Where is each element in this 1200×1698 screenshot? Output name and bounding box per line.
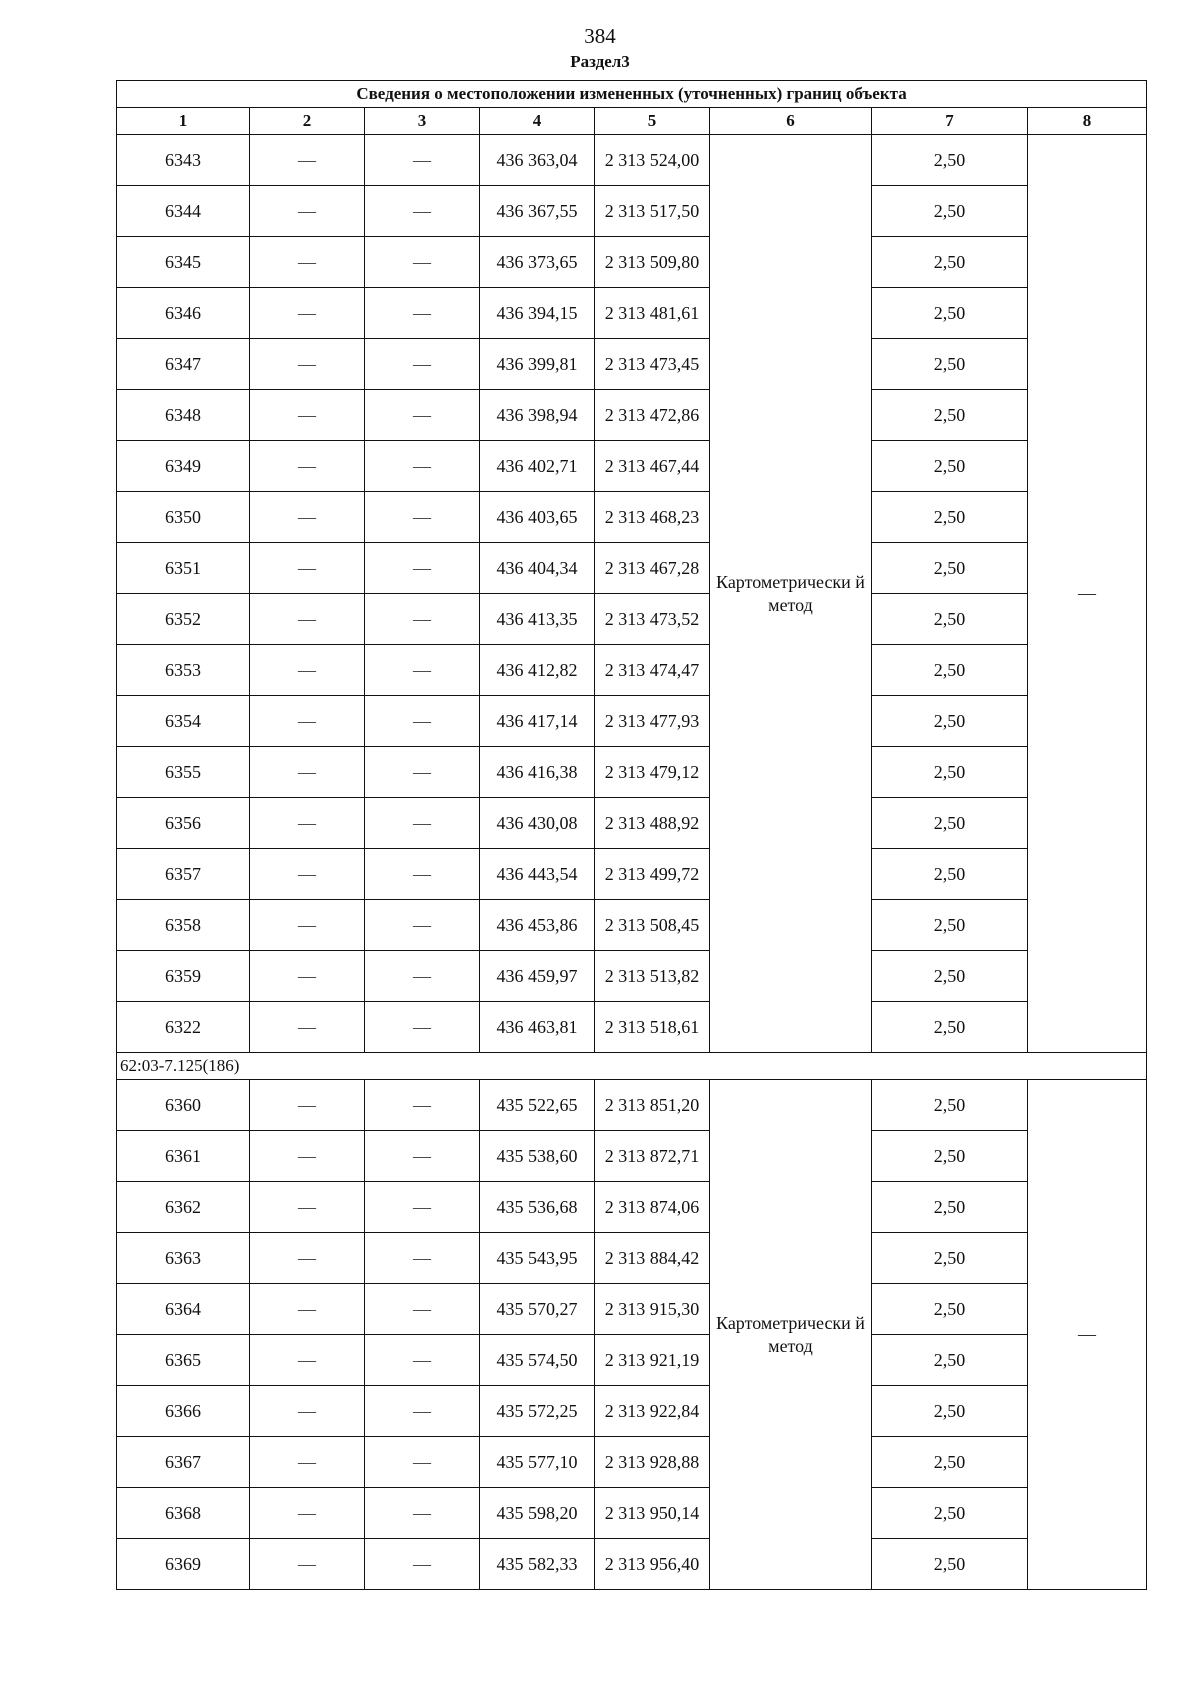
dash-cell: —: [365, 645, 480, 696]
y-coordinate-cell: 2 313 509,80: [595, 237, 710, 288]
dash-cell: —: [365, 1131, 480, 1182]
accuracy-cell: 2,50: [872, 1233, 1028, 1284]
point-number-cell: 6362: [117, 1182, 250, 1233]
dash-cell: —: [365, 1002, 480, 1053]
dash-cell: —: [365, 594, 480, 645]
dash-cell: —: [250, 696, 365, 747]
group-header-row: [117, 1053, 1147, 1080]
table-row: [117, 1437, 1147, 1488]
point-number-cell: 6357: [117, 849, 250, 900]
table-row: [117, 1233, 1147, 1284]
y-coordinate-cell: 2 313 473,45: [595, 339, 710, 390]
table-row: [117, 798, 1147, 849]
accuracy-cell: 2,50: [872, 1437, 1028, 1488]
table-row: [117, 1488, 1147, 1539]
accuracy-cell: 2,50: [872, 135, 1028, 186]
accuracy-cell: 2,50: [872, 594, 1028, 645]
accuracy-cell: 2,50: [872, 1488, 1028, 1539]
dash-cell: —: [250, 1488, 365, 1539]
x-coordinate-cell: 436 402,71: [480, 441, 595, 492]
x-coordinate-cell: 435 522,65: [480, 1080, 595, 1131]
table-row: [117, 1131, 1147, 1182]
accuracy-cell: 2,50: [872, 186, 1028, 237]
point-number-cell: 6353: [117, 645, 250, 696]
x-coordinate-cell: 436 413,35: [480, 594, 595, 645]
y-coordinate-cell: 2 313 956,40: [595, 1539, 710, 1590]
point-number-cell: 6344: [117, 186, 250, 237]
table-row: [117, 186, 1147, 237]
x-coordinate-cell: 436 373,65: [480, 237, 595, 288]
x-coordinate-cell: 436 453,86: [480, 900, 595, 951]
dash-cell: —: [365, 1437, 480, 1488]
y-coordinate-cell: 2 313 518,61: [595, 1002, 710, 1053]
table-row: [117, 1080, 1147, 1131]
point-number-cell: 6366: [117, 1386, 250, 1437]
y-coordinate-cell: 2 313 513,82: [595, 951, 710, 1002]
table-row: [117, 135, 1147, 186]
point-number-cell: 6354: [117, 696, 250, 747]
table-row: [117, 849, 1147, 900]
dash-cell: —: [365, 543, 480, 594]
point-number-cell: 6359: [117, 951, 250, 1002]
y-coordinate-cell: 2 313 517,50: [595, 186, 710, 237]
table-row: [117, 441, 1147, 492]
dash-cell: —: [250, 849, 365, 900]
y-coordinate-cell: 2 313 950,14: [595, 1488, 710, 1539]
table-row: [117, 1539, 1147, 1590]
dash-cell: —: [365, 1539, 480, 1590]
dash-cell: —: [365, 492, 480, 543]
y-coordinate-cell: 2 313 468,23: [595, 492, 710, 543]
dash-cell: —: [365, 849, 480, 900]
x-coordinate-cell: 436 416,38: [480, 747, 595, 798]
x-coordinate-cell: 435 598,20: [480, 1488, 595, 1539]
x-coordinate-cell: 435 536,68: [480, 1182, 595, 1233]
dash-cell: —: [365, 696, 480, 747]
x-coordinate-cell: 436 363,04: [480, 135, 595, 186]
point-number-cell: 6352: [117, 594, 250, 645]
point-number-cell: 6351: [117, 543, 250, 594]
table-row: [117, 951, 1147, 1002]
x-coordinate-cell: 436 417,14: [480, 696, 595, 747]
accuracy-cell: 2,50: [872, 390, 1028, 441]
method-cell: Картометрически й метод: [710, 135, 872, 1053]
page-number: 384: [584, 24, 616, 48]
column-8-cell: —: [1028, 1080, 1147, 1590]
column-number-row: [117, 108, 1147, 135]
dash-cell: —: [365, 747, 480, 798]
column-number: 5: [595, 108, 710, 135]
y-coordinate-cell: 2 313 922,84: [595, 1386, 710, 1437]
x-coordinate-cell: 435 572,25: [480, 1386, 595, 1437]
x-coordinate-cell: 435 543,95: [480, 1233, 595, 1284]
dash-cell: —: [365, 1080, 480, 1131]
dash-cell: —: [250, 288, 365, 339]
x-coordinate-cell: 436 403,65: [480, 492, 595, 543]
y-coordinate-cell: 2 313 874,06: [595, 1182, 710, 1233]
accuracy-cell: 2,50: [872, 747, 1028, 798]
y-coordinate-cell: 2 313 488,92: [595, 798, 710, 849]
y-coordinate-cell: 2 313 472,86: [595, 390, 710, 441]
accuracy-cell: 2,50: [872, 1002, 1028, 1053]
table-row: [117, 492, 1147, 543]
accuracy-cell: 2,50: [872, 1182, 1028, 1233]
dash-cell: —: [365, 135, 480, 186]
point-number-cell: 6368: [117, 1488, 250, 1539]
point-number-cell: 6356: [117, 798, 250, 849]
point-number-cell: 6345: [117, 237, 250, 288]
point-number-cell: 6363: [117, 1233, 250, 1284]
table-row: [117, 288, 1147, 339]
accuracy-cell: 2,50: [872, 798, 1028, 849]
x-coordinate-cell: 435 538,60: [480, 1131, 595, 1182]
table-row: [117, 237, 1147, 288]
point-number-cell: 6361: [117, 1131, 250, 1182]
x-coordinate-cell: 436 404,34: [480, 543, 595, 594]
dash-cell: —: [250, 900, 365, 951]
dash-cell: —: [365, 900, 480, 951]
dash-cell: —: [250, 1335, 365, 1386]
y-coordinate-cell: 2 313 499,72: [595, 849, 710, 900]
accuracy-cell: 2,50: [872, 339, 1028, 390]
dash-cell: —: [250, 1539, 365, 1590]
dash-cell: —: [365, 1182, 480, 1233]
dash-cell: —: [250, 951, 365, 1002]
dash-cell: —: [250, 1002, 365, 1053]
y-coordinate-cell: 2 313 467,44: [595, 441, 710, 492]
x-coordinate-cell: 436 412,82: [480, 645, 595, 696]
point-number-cell: 6358: [117, 900, 250, 951]
section-title: Раздел3: [570, 52, 630, 71]
table-row: [117, 1182, 1147, 1233]
x-coordinate-cell: 436 367,55: [480, 186, 595, 237]
accuracy-cell: 2,50: [872, 1284, 1028, 1335]
accuracy-cell: 2,50: [872, 849, 1028, 900]
y-coordinate-cell: 2 313 928,88: [595, 1437, 710, 1488]
point-number-cell: 6322: [117, 1002, 250, 1053]
accuracy-cell: 2,50: [872, 441, 1028, 492]
point-number-cell: 6364: [117, 1284, 250, 1335]
column-number: 7: [872, 108, 1028, 135]
column-number: 8: [1028, 108, 1147, 135]
x-coordinate-cell: 436 463,81: [480, 1002, 595, 1053]
dash-cell: —: [365, 1284, 480, 1335]
group-label: 62:03-7.125(186): [117, 1053, 1147, 1080]
point-number-cell: 6346: [117, 288, 250, 339]
y-coordinate-cell: 2 313 477,93: [595, 696, 710, 747]
table-row: [117, 1386, 1147, 1437]
dash-cell: —: [365, 339, 480, 390]
accuracy-cell: 2,50: [872, 543, 1028, 594]
y-coordinate-cell: 2 313 524,00: [595, 135, 710, 186]
accuracy-cell: 2,50: [872, 1131, 1028, 1182]
point-number-cell: 6365: [117, 1335, 250, 1386]
table-caption: Сведения о местоположении измененных (уточненных) границ объекта: [117, 81, 1147, 108]
accuracy-cell: 2,50: [872, 696, 1028, 747]
x-coordinate-cell: 436 430,08: [480, 798, 595, 849]
method-cell: Картометрически й метод: [710, 1080, 872, 1590]
table-row: [117, 390, 1147, 441]
dash-cell: —: [250, 135, 365, 186]
table-row: [117, 543, 1147, 594]
table-row: [117, 339, 1147, 390]
y-coordinate-cell: 2 313 921,19: [595, 1335, 710, 1386]
y-coordinate-cell: 2 313 915,30: [595, 1284, 710, 1335]
dash-cell: —: [250, 1233, 365, 1284]
point-number-cell: 6349: [117, 441, 250, 492]
x-coordinate-cell: 436 459,97: [480, 951, 595, 1002]
column-number: 2: [250, 108, 365, 135]
point-number-cell: 6355: [117, 747, 250, 798]
column-number: 4: [480, 108, 595, 135]
y-coordinate-cell: 2 313 884,42: [595, 1233, 710, 1284]
dash-cell: —: [250, 237, 365, 288]
dash-cell: —: [250, 1437, 365, 1488]
accuracy-cell: 2,50: [872, 951, 1028, 1002]
accuracy-cell: 2,50: [872, 1335, 1028, 1386]
x-coordinate-cell: 435 574,50: [480, 1335, 595, 1386]
dash-cell: —: [250, 1080, 365, 1131]
dash-cell: —: [365, 237, 480, 288]
table-row: [117, 594, 1147, 645]
x-coordinate-cell: 436 443,54: [480, 849, 595, 900]
dash-cell: —: [365, 1386, 480, 1437]
dash-cell: —: [365, 798, 480, 849]
point-number-cell: 6369: [117, 1539, 250, 1590]
dash-cell: —: [250, 747, 365, 798]
column-number: 3: [365, 108, 480, 135]
y-coordinate-cell: 2 313 479,12: [595, 747, 710, 798]
y-coordinate-cell: 2 313 872,71: [595, 1131, 710, 1182]
dash-cell: —: [365, 1488, 480, 1539]
dash-cell: —: [250, 1284, 365, 1335]
point-number-cell: 6343: [117, 135, 250, 186]
column-number: 1: [117, 108, 250, 135]
dash-cell: —: [250, 1386, 365, 1437]
coordinates-table: [116, 80, 1147, 1590]
y-coordinate-cell: 2 313 481,61: [595, 288, 710, 339]
dash-cell: —: [365, 186, 480, 237]
accuracy-cell: 2,50: [872, 1080, 1028, 1131]
accuracy-cell: 2,50: [872, 288, 1028, 339]
table-row: [117, 696, 1147, 747]
dash-cell: —: [365, 1335, 480, 1386]
x-coordinate-cell: 436 394,15: [480, 288, 595, 339]
table-row: [117, 1335, 1147, 1386]
y-coordinate-cell: 2 313 473,52: [595, 594, 710, 645]
dash-cell: —: [365, 1233, 480, 1284]
table-body: [117, 135, 1147, 1590]
dash-cell: —: [365, 390, 480, 441]
y-coordinate-cell: 2 313 508,45: [595, 900, 710, 951]
dash-cell: —: [250, 390, 365, 441]
dash-cell: —: [365, 951, 480, 1002]
x-coordinate-cell: 436 399,81: [480, 339, 595, 390]
x-coordinate-cell: 435 570,27: [480, 1284, 595, 1335]
dash-cell: —: [250, 543, 365, 594]
table-row: [117, 1284, 1147, 1335]
y-coordinate-cell: 2 313 467,28: [595, 543, 710, 594]
dash-cell: —: [250, 186, 365, 237]
accuracy-cell: 2,50: [872, 492, 1028, 543]
column-8-cell: —: [1028, 135, 1147, 1053]
point-number-cell: 6360: [117, 1080, 250, 1131]
table-row: [117, 1002, 1147, 1053]
accuracy-cell: 2,50: [872, 1539, 1028, 1590]
dash-cell: —: [250, 1131, 365, 1182]
x-coordinate-cell: 435 582,33: [480, 1539, 595, 1590]
accuracy-cell: 2,50: [872, 900, 1028, 951]
dash-cell: —: [250, 441, 365, 492]
point-number-cell: 6350: [117, 492, 250, 543]
accuracy-cell: 2,50: [872, 237, 1028, 288]
dash-cell: —: [250, 594, 365, 645]
point-number-cell: 6347: [117, 339, 250, 390]
accuracy-cell: 2,50: [872, 645, 1028, 696]
y-coordinate-cell: 2 313 474,47: [595, 645, 710, 696]
dash-cell: —: [365, 441, 480, 492]
column-number: 6: [710, 108, 872, 135]
dash-cell: —: [250, 1182, 365, 1233]
y-coordinate-cell: 2 313 851,20: [595, 1080, 710, 1131]
dash-cell: —: [250, 645, 365, 696]
table-row: [117, 645, 1147, 696]
accuracy-cell: 2,50: [872, 1386, 1028, 1437]
x-coordinate-cell: 436 398,94: [480, 390, 595, 441]
table-row: [117, 900, 1147, 951]
point-number-cell: 6348: [117, 390, 250, 441]
x-coordinate-cell: 435 577,10: [480, 1437, 595, 1488]
dash-cell: —: [250, 339, 365, 390]
dash-cell: —: [250, 798, 365, 849]
table-row: [117, 747, 1147, 798]
dash-cell: —: [250, 492, 365, 543]
point-number-cell: 6367: [117, 1437, 250, 1488]
dash-cell: —: [365, 288, 480, 339]
